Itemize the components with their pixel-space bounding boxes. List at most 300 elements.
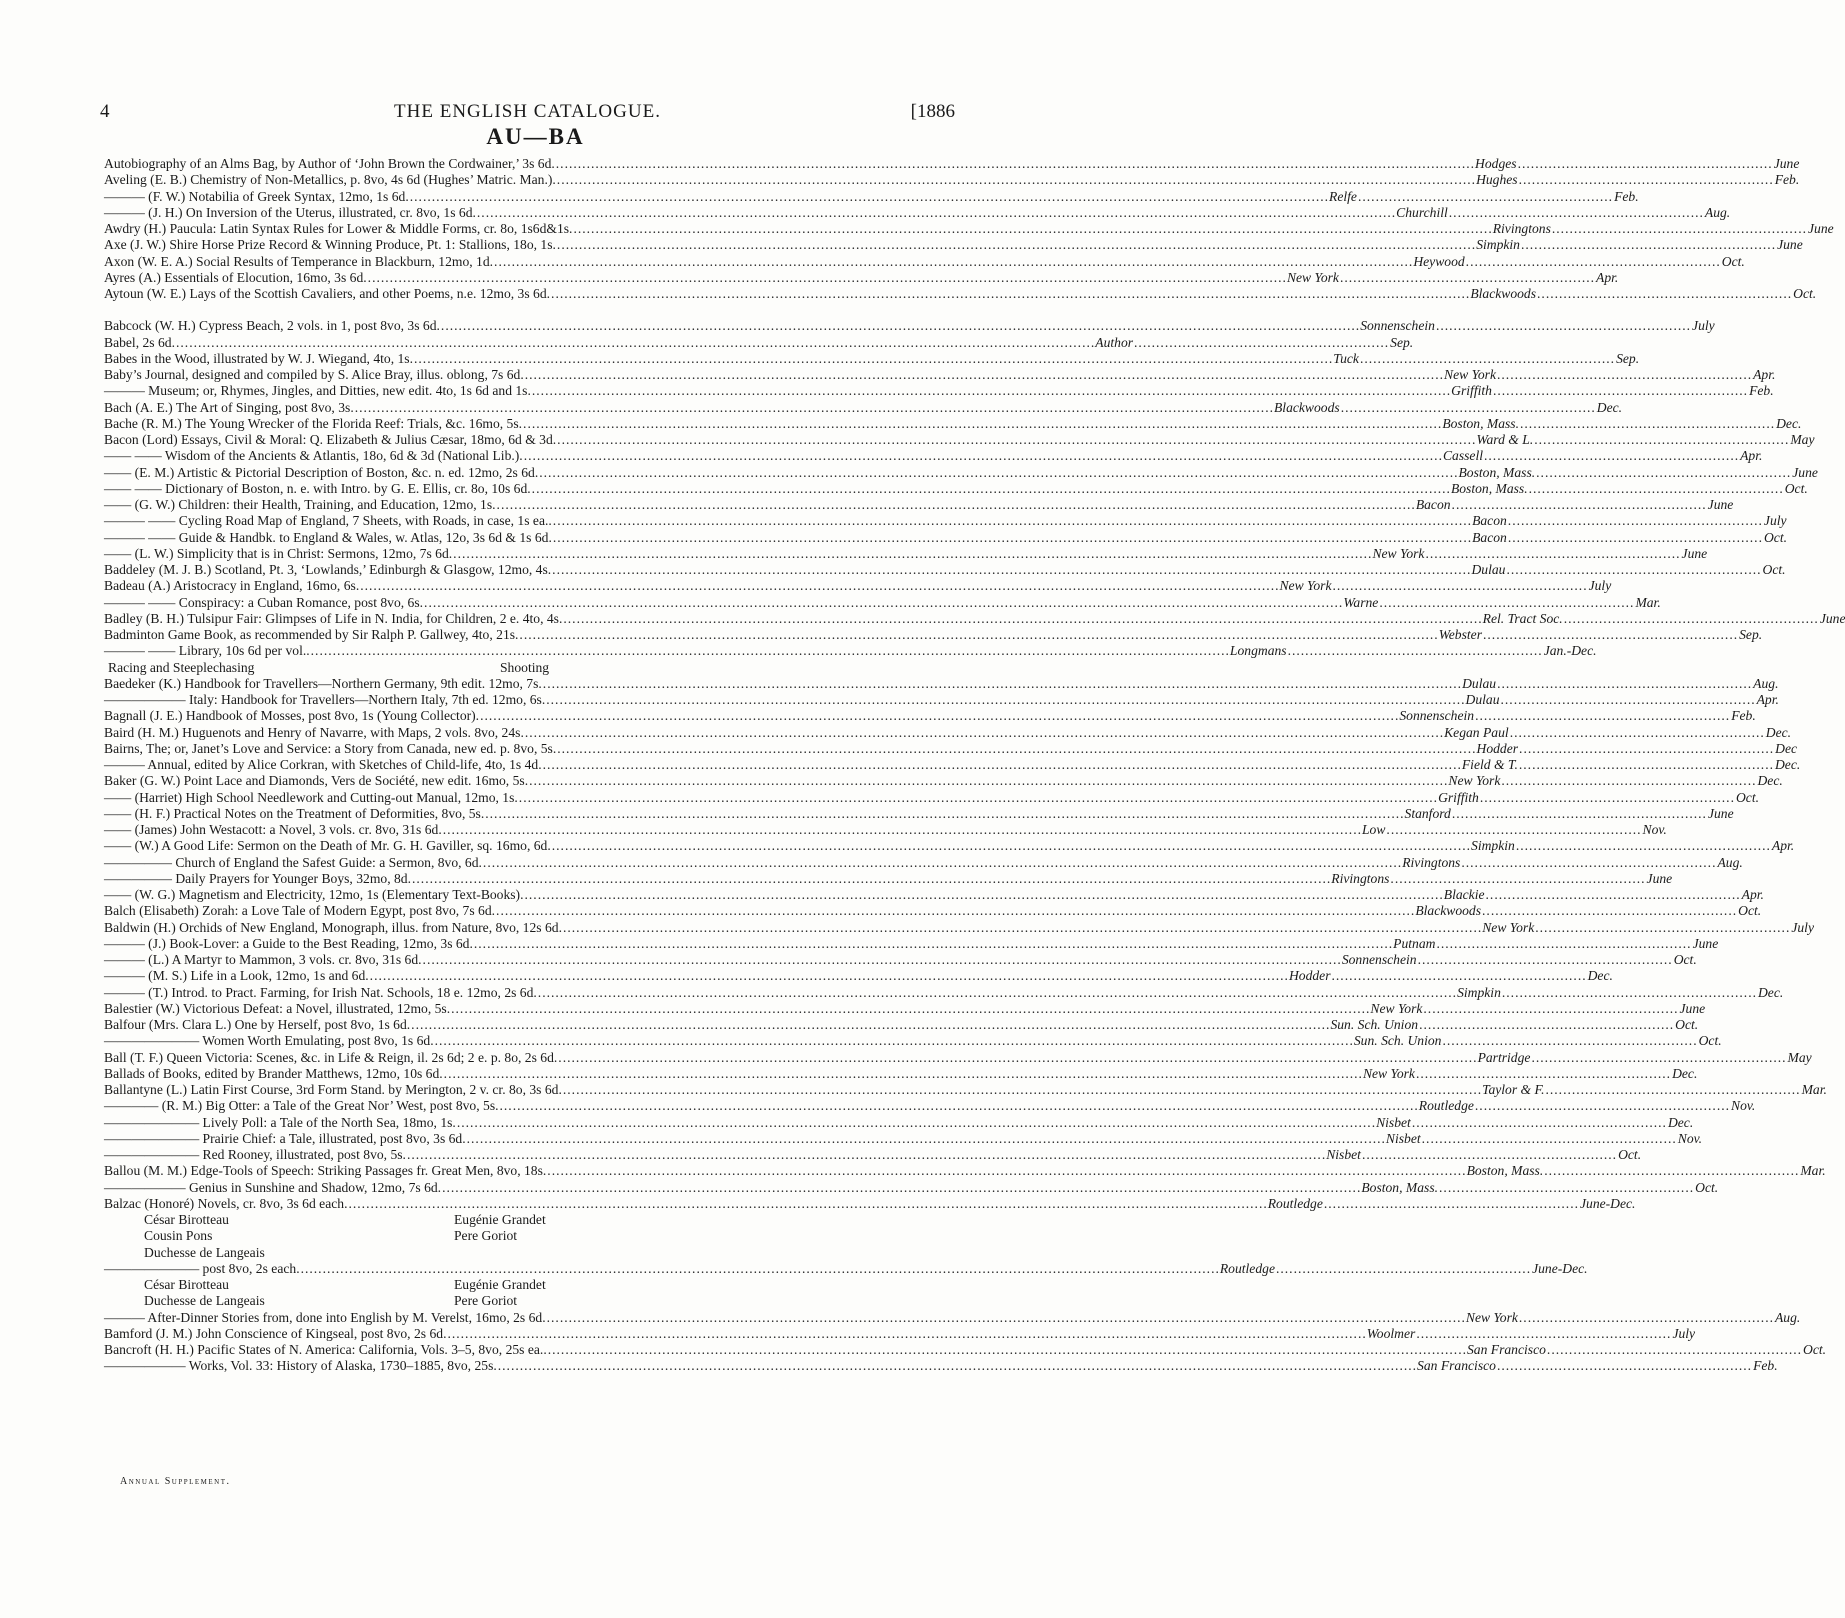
leader-dots bbox=[492, 903, 1416, 919]
entry-description: —— (James) John Westacott: a Novel, 3 vols. cr. 8vo, 31s 6d bbox=[104, 822, 439, 837]
publication-date: Nov. bbox=[1642, 822, 1667, 837]
publication-date: June bbox=[1773, 156, 1800, 171]
entry-publisher bbox=[1477, 1049, 1812, 1066]
entry-description: ——— (J. H.) On Inversion of the Uterus, illustrated, cr. 8vo, 1s 6d bbox=[104, 204, 473, 220]
catalogue-entry bbox=[104, 529, 1787, 546]
entry-description: —— (G. W.) Children: their Health, Training, and Education, 12mo, 1s bbox=[104, 497, 493, 512]
catalogue-entry bbox=[104, 1065, 1698, 1082]
leader-dots bbox=[559, 920, 1483, 936]
leader-dots bbox=[476, 708, 1400, 724]
entry-publisher bbox=[1330, 1017, 1699, 1033]
balzac-title-row bbox=[104, 1293, 954, 1309]
catalogue-entry bbox=[104, 578, 1612, 594]
leader-dots bbox=[420, 595, 1344, 611]
entry-description: ——— After-Dinner Stories from, done into English by M. Verelst, 16mo, 2s 6d bbox=[104, 1309, 543, 1325]
leader-dots bbox=[1536, 465, 1791, 481]
publisher-name: Sun. Sch. Union bbox=[1353, 1033, 1442, 1049]
leader-dots bbox=[1340, 270, 1595, 286]
catalogue-entry bbox=[104, 643, 1597, 659]
entry-description: Babes in the Wood, illustrated by W. J. Wiegand, 4to, 1s bbox=[104, 350, 410, 366]
catalogue-entry bbox=[104, 480, 1808, 497]
entry-publisher bbox=[1417, 1358, 1778, 1374]
catalogue-entry bbox=[104, 562, 1786, 578]
publisher-name: Boston, Mass. bbox=[1458, 464, 1536, 480]
leader-dots bbox=[1545, 1082, 1800, 1098]
catalogue-entry bbox=[104, 984, 1784, 1001]
entry-description: —— (H. F.) Practical Notes on the Treatment of Deformities, 8vo, 5s bbox=[104, 805, 481, 821]
balzac-title-row bbox=[104, 1277, 954, 1293]
publication-date: Nov. bbox=[1677, 1130, 1703, 1146]
leader-dots bbox=[551, 156, 1475, 172]
entry-publisher bbox=[1331, 870, 1673, 887]
publication-date: Oct. bbox=[1675, 1017, 1699, 1032]
leader-dots bbox=[1449, 205, 1704, 221]
leader-dots bbox=[538, 676, 1462, 692]
entry-publisher bbox=[1286, 269, 1619, 286]
publication-date: Jan.-Dec. bbox=[1543, 643, 1597, 659]
publisher-name: Field & T. bbox=[1461, 757, 1518, 772]
leader-dots bbox=[542, 692, 1466, 708]
leader-dots bbox=[519, 416, 1443, 432]
entry-description: Awdry (H.) Paucula: Latin Syntax Rules for Lower & Middle Forms, cr. 8o, 1s6d&1s bbox=[104, 221, 570, 236]
catalogue-entry bbox=[104, 1179, 1719, 1196]
entry-description: Bamford (J. M.) John Conscience of Kingseal, post 8vo, 2s 6d bbox=[104, 1325, 444, 1341]
publication-date: June bbox=[1777, 237, 1803, 253]
leader-dots bbox=[1475, 708, 1730, 724]
entry-publisher bbox=[1444, 367, 1776, 383]
entry-publisher bbox=[1448, 773, 1783, 789]
catalogue-entry bbox=[104, 724, 1792, 741]
leader-dots bbox=[1502, 985, 1757, 1001]
year-label: [1886 bbox=[910, 101, 955, 122]
leader-dots bbox=[554, 1050, 1478, 1066]
catalogue-entry bbox=[104, 838, 1795, 854]
entry-description: Aytoun (W. E.) Lays of the Scottish Cavaliers, and other Poems, n.e. 12mo, 3s 6d bbox=[104, 286, 547, 301]
entry-description: Ballantyne (L.) Latin First Course, 3rd Form Stand. by Merington, 2 v. cr. 8o, 3s 6d bbox=[104, 1082, 559, 1097]
publication-date: Oct. bbox=[1793, 286, 1817, 301]
entry-description: ——————— Women Worth Emulating, post 8vo, 1s 6d bbox=[104, 1033, 431, 1049]
entry-publisher bbox=[1385, 1130, 1703, 1147]
catalogue-entry bbox=[104, 1358, 1778, 1374]
leader-dots bbox=[542, 1310, 1466, 1326]
catalogue-entry bbox=[104, 903, 1762, 919]
leader-dots bbox=[548, 513, 1472, 529]
entry-description: ——— —— Cycling Road Map of England, 7 Sheets, with Roads, in case, 1s ea. bbox=[104, 513, 549, 529]
catalogue-entry bbox=[104, 513, 1787, 529]
leader-dots bbox=[495, 1098, 1419, 1114]
entry-description: Baldwin (H.) Orchids of New England, Monograph, illus. from Nature, 8vo, 12s 6d bbox=[104, 919, 559, 935]
publication-date: Dec. bbox=[1774, 757, 1801, 772]
leader-dots bbox=[408, 871, 1332, 887]
catalogue-entry bbox=[104, 269, 1619, 286]
leader-dots bbox=[447, 1001, 1371, 1017]
publication-date: June bbox=[1681, 545, 1708, 561]
entry-publisher bbox=[1362, 1065, 1698, 1082]
title-right: Eugénie Grandet bbox=[454, 1277, 546, 1292]
entry-publisher bbox=[1476, 172, 1800, 188]
entry-description: Bancroft (H. H.) Pacific States of N. America: California, Vols. 3–5, 8vo, 25s ea. bbox=[104, 1342, 544, 1357]
entry-publisher bbox=[1361, 1179, 1719, 1196]
publisher-name: New York bbox=[1482, 919, 1535, 935]
balzac-title-row bbox=[104, 1245, 954, 1261]
catalogue-entry bbox=[104, 1049, 1812, 1066]
leader-dots bbox=[520, 887, 1444, 903]
entry-description: Axon (W. E. A.) Social Results of Temperance in Blackburn, 12mo, 1d bbox=[104, 253, 490, 269]
publisher-name: Sonnenschein bbox=[1341, 952, 1417, 967]
entry-publisher bbox=[1095, 334, 1414, 351]
catalogue-entry bbox=[104, 627, 1763, 643]
entry-publisher bbox=[1438, 789, 1759, 806]
catalogue-entry bbox=[104, 675, 1779, 692]
publication-date: Feb. bbox=[1731, 708, 1756, 724]
publication-date: Feb. bbox=[1753, 1358, 1778, 1374]
publication-date: Dec. bbox=[1667, 1114, 1694, 1130]
publisher-name: Taylor & F. bbox=[1482, 1082, 1545, 1097]
catalogue-entry bbox=[104, 757, 1801, 773]
leader-dots bbox=[527, 383, 1451, 399]
publication-date: Aug. bbox=[1717, 854, 1743, 870]
publisher-name: Sun. Sch. Union bbox=[1330, 1017, 1419, 1032]
leader-dots bbox=[515, 627, 1439, 643]
title-left: Duchesse de Langeais bbox=[144, 1244, 265, 1260]
publication-date: July bbox=[1692, 318, 1715, 334]
publication-date: Oct. bbox=[1698, 1033, 1722, 1049]
leader-dots bbox=[525, 773, 1449, 789]
entry-publisher bbox=[1376, 1114, 1694, 1131]
leader-dots bbox=[1390, 871, 1645, 887]
publisher-name: Warne bbox=[1343, 594, 1379, 610]
catalogue-entry bbox=[104, 822, 1667, 838]
publication-date: Dec. bbox=[1587, 968, 1613, 984]
entry-publisher bbox=[1471, 838, 1795, 854]
entry-description: —— (W. G.) Magnetism and Electricity, 12mo, 1s (Elementary Text-Books) bbox=[104, 887, 521, 902]
publisher-name: Nisbet bbox=[1326, 1147, 1361, 1162]
entry-description: ——— (L.) A Martyr to Mammon, 3 vols. cr. 8vo, 31s 6d bbox=[104, 952, 419, 967]
publication-date: Oct. bbox=[1721, 253, 1745, 269]
entry-publisher bbox=[1466, 1163, 1826, 1179]
entry-publisher bbox=[1450, 480, 1808, 497]
leader-dots bbox=[1416, 1066, 1671, 1082]
publisher-name: Low bbox=[1361, 822, 1386, 837]
leader-dots bbox=[490, 254, 1414, 270]
publication-date: July bbox=[1588, 578, 1612, 594]
entry-publisher bbox=[1279, 578, 1612, 594]
publisher-name: Boston, Mass. bbox=[1466, 1163, 1544, 1179]
entry-publisher bbox=[1370, 1000, 1706, 1017]
catalogue-entry bbox=[104, 350, 1640, 367]
publication-date: June bbox=[1807, 221, 1834, 236]
leader-dots bbox=[1452, 806, 1707, 822]
entry-description: Balfour (Mrs. Clara L.) One by Herself, post 8vo, 1s 6d bbox=[104, 1017, 407, 1032]
leader-dots bbox=[439, 1066, 1363, 1082]
publisher-name: Routledge bbox=[1418, 1098, 1474, 1114]
publication-date: June bbox=[1692, 935, 1719, 951]
entry-publisher bbox=[1399, 708, 1756, 724]
publication-date: Feb. bbox=[1774, 172, 1800, 188]
leader-dots bbox=[559, 611, 1483, 627]
publication-date: May bbox=[1790, 432, 1815, 447]
leader-dots bbox=[1508, 530, 1763, 546]
leader-dots bbox=[1520, 416, 1775, 432]
catalogue-entry bbox=[104, 610, 1845, 627]
entry-publisher bbox=[1451, 383, 1774, 399]
catalogue-entry bbox=[104, 1342, 1827, 1358]
leader-dots bbox=[1483, 627, 1738, 643]
entry-description: ——— —— Guide & Handbk. to England & Wales, w. Atlas, 12o, 3s 6d & 1s 6d bbox=[104, 529, 549, 545]
subtitle-right: Shooting bbox=[500, 659, 550, 675]
entry-publisher bbox=[1360, 318, 1715, 334]
leader-dots bbox=[449, 546, 1373, 562]
publication-date: Apr. bbox=[1596, 269, 1619, 285]
leader-dots bbox=[1452, 497, 1707, 513]
publisher-name: Webster bbox=[1438, 627, 1482, 642]
title-right: Eugénie Grandet bbox=[454, 1212, 546, 1227]
publication-date: Mar. bbox=[1635, 594, 1661, 610]
entry-description: Ayres (A.) Essentials of Elocution, 16mo, 3s 6d bbox=[104, 269, 364, 285]
entry-description: ——— (F. W.) Notabilia of Greek Syntax, 12mo, 1s 6d bbox=[104, 188, 406, 204]
leader-dots bbox=[1529, 481, 1784, 497]
publisher-name: New York bbox=[1370, 1000, 1423, 1016]
leader-dots bbox=[1535, 920, 1790, 936]
publication-date: June bbox=[1819, 610, 1845, 626]
entry-publisher bbox=[1482, 919, 1814, 936]
entry-description: Bairns, The; or, Janet’s Love and Service: a Story from Canada, new ed. p. 8vo, 5s bbox=[104, 740, 553, 756]
catalogue-entry bbox=[104, 1260, 1588, 1277]
entry-description: ————— Church of England the Safest Guide: a Sermon, 8vo, 6d bbox=[104, 854, 479, 870]
leader-dots bbox=[473, 205, 1397, 221]
balzac-title-row bbox=[104, 1212, 954, 1228]
leader-dots bbox=[552, 172, 1476, 188]
publication-date: June bbox=[1646, 870, 1673, 886]
title-left: César Birotteau bbox=[144, 1277, 229, 1292]
entry-description: Ballou (M. M.) Edge-Tools of Speech: Striking Passages fr. Great Men, 8vo, 18s bbox=[104, 1163, 543, 1179]
leader-dots bbox=[1552, 221, 1807, 237]
catalogue-entry bbox=[104, 383, 1774, 399]
leader-dots bbox=[1425, 546, 1680, 562]
publisher-name: San Francisco bbox=[1417, 1358, 1496, 1374]
catalogue-entry bbox=[104, 1098, 1756, 1114]
leader-dots bbox=[1497, 676, 1752, 692]
catalogue-entries bbox=[104, 156, 1845, 1375]
leader-dots bbox=[1497, 367, 1752, 383]
leader-dots bbox=[553, 237, 1477, 253]
leader-dots bbox=[344, 1196, 1268, 1212]
publication-date: June-Dec. bbox=[1579, 1195, 1636, 1211]
entry-description: Bagnall (J. E.) Handbook of Mosses, post 8vo, 1s (Young Collector) bbox=[104, 708, 476, 724]
leader-dots bbox=[1436, 936, 1691, 952]
catalogue-entry bbox=[104, 1309, 1801, 1326]
leader-dots bbox=[407, 1017, 1331, 1033]
subtitle-left: Racing and Steeplechasing bbox=[108, 659, 255, 675]
leader-dots bbox=[1547, 1342, 1802, 1358]
catalogue-entry bbox=[104, 952, 1697, 968]
leader-dots bbox=[438, 1180, 1362, 1196]
entry-publisher bbox=[1372, 545, 1708, 562]
publication-date: Apr. bbox=[1741, 887, 1764, 902]
leader-dots bbox=[403, 1147, 1327, 1163]
catalogue-entry bbox=[104, 1195, 1636, 1212]
catalogue-entry bbox=[104, 919, 1814, 936]
publication-date: Oct. bbox=[1784, 480, 1808, 496]
publication-date: Aug. bbox=[1775, 1309, 1801, 1325]
title-left: Cousin Pons bbox=[144, 1228, 213, 1244]
entry-description: —— —— Wisdom of the Ancients & Atlantis, 18o, 6d & 3d (National Lib.) bbox=[104, 448, 520, 464]
entry-publisher bbox=[1476, 740, 1798, 757]
leader-dots bbox=[1379, 595, 1634, 611]
title-right: Pere Goriot bbox=[454, 1293, 518, 1309]
publisher-name: Sonnenschein bbox=[1360, 318, 1435, 334]
leader-dots bbox=[547, 838, 1471, 854]
leader-dots bbox=[410, 351, 1334, 367]
entry-publisher bbox=[1329, 188, 1639, 205]
leader-dots bbox=[418, 952, 1342, 968]
leader-dots bbox=[1332, 578, 1587, 594]
leader-dots bbox=[1386, 822, 1641, 838]
entry-publisher bbox=[1418, 1098, 1756, 1114]
leader-dots bbox=[1134, 335, 1389, 351]
entry-description: ——————— Red Rooney, illustrated, post 8vo, 5s bbox=[104, 1147, 403, 1162]
entry-description: ——— —— Conspiracy: a Cuban Romance, post 8vo, 6s bbox=[104, 594, 420, 610]
entry-description: Baker (G. W.) Point Lace and Diamonds, Vers de Société, new edit. 16mo, 5s bbox=[104, 773, 525, 789]
entry-publisher bbox=[1396, 204, 1731, 221]
leader-dots bbox=[543, 1163, 1467, 1179]
publication-date: Aug. bbox=[1704, 204, 1731, 220]
leader-dots bbox=[363, 270, 1287, 286]
entry-publisher bbox=[1472, 513, 1787, 529]
entry-publisher bbox=[1458, 464, 1818, 481]
publisher-name: Longmans bbox=[1229, 643, 1287, 659]
publisher-name: Stanford bbox=[1404, 805, 1451, 821]
publisher-name: Tuck bbox=[1333, 350, 1359, 366]
leader-dots bbox=[306, 643, 1230, 659]
catalogue-entry bbox=[104, 156, 1800, 172]
entry-publisher bbox=[1219, 1260, 1588, 1277]
entry-description: Badeau (A.) Aristocracy in England, 16mo, 6s bbox=[104, 578, 356, 594]
entry-publisher bbox=[1273, 399, 1623, 416]
publisher-name: Simpkin bbox=[1476, 237, 1520, 253]
leader-dots bbox=[1480, 790, 1735, 806]
entry-description: ————— Daily Prayers for Younger Boys, 32mo, 8d bbox=[104, 870, 408, 886]
library-subtitles bbox=[104, 660, 954, 676]
entry-description: Autobiography of an Alms Bag, by Author of ‘John Brown the Cordwainer,’ 3s 6d bbox=[104, 156, 552, 171]
entry-description: Bach (A. E.) The Art of Singing, post 8vo, 3s bbox=[104, 399, 351, 415]
leader-dots bbox=[1461, 855, 1716, 871]
entry-publisher bbox=[1465, 1309, 1801, 1326]
publication-date: Oct. bbox=[1735, 789, 1759, 805]
leader-dots bbox=[1531, 1050, 1786, 1066]
leader-dots bbox=[481, 806, 1405, 822]
leader-dots bbox=[520, 725, 1444, 741]
entry-publisher bbox=[1465, 692, 1779, 708]
leader-dots bbox=[365, 968, 1289, 984]
entry-publisher bbox=[1492, 221, 1834, 237]
leader-dots bbox=[1519, 1310, 1774, 1326]
entry-description: —— (W.) A Good Life: Sermon on the Death of Mr. G. H. Gaviller, sq. 16mo, 6d bbox=[104, 838, 548, 854]
publication-date: June bbox=[1679, 1000, 1706, 1016]
catalogue-entry bbox=[104, 708, 1756, 724]
leader-dots bbox=[1362, 1147, 1617, 1163]
entry-publisher bbox=[1267, 1195, 1636, 1212]
catalogue-entry bbox=[104, 448, 1763, 464]
entry-publisher bbox=[1326, 1147, 1642, 1163]
catalogue-entry bbox=[104, 237, 1803, 253]
publisher-name: Heywood bbox=[1413, 253, 1465, 269]
publisher-name: Griffith bbox=[1438, 789, 1479, 805]
page-number: 4 bbox=[100, 101, 110, 122]
leader-dots bbox=[1418, 952, 1673, 968]
leader-dots bbox=[1508, 513, 1763, 529]
entry-description: Bacon (Lord) Essays, Civil & Moral: Q. Elizabeth & Julius Cæsar, 18mo, 6d & 3d bbox=[104, 432, 553, 447]
leader-dots bbox=[1436, 318, 1691, 334]
entry-publisher bbox=[1393, 935, 1719, 952]
leader-dots bbox=[1276, 1261, 1531, 1277]
catalogue-entry bbox=[104, 497, 1734, 513]
publication-date: June bbox=[1792, 464, 1818, 480]
leader-dots bbox=[405, 189, 1329, 205]
catalogue-entry bbox=[104, 286, 1817, 302]
publication-date: Apr. bbox=[1756, 692, 1779, 707]
publication-date: Aug. bbox=[1753, 675, 1779, 691]
publisher-name: New York bbox=[1362, 1065, 1415, 1081]
entry-description: Babel, 2s 6d bbox=[104, 334, 172, 350]
leader-dots bbox=[1519, 741, 1774, 757]
leader-dots bbox=[1412, 1115, 1667, 1131]
publication-date: Dec. bbox=[1765, 724, 1792, 740]
leader-dots bbox=[1439, 1180, 1694, 1196]
leader-dots bbox=[1537, 286, 1792, 302]
entry-description: Baird (H. M.) Huguenots and Henry of Navarre, with Maps, 2 vols. 8vo, 24s bbox=[104, 724, 521, 740]
catalogue-entry bbox=[104, 253, 1745, 270]
publication-date: Dec bbox=[1775, 740, 1798, 756]
leader-dots bbox=[1534, 432, 1789, 448]
leader-dots bbox=[479, 855, 1403, 871]
publisher-name: Nisbet bbox=[1376, 1114, 1411, 1130]
entry-description: ——————— Prairie Chief: a Tale, illustrated, post 8vo, 3s 6d bbox=[104, 1130, 463, 1146]
catalogue-entry bbox=[104, 773, 1783, 789]
catalogue-entry bbox=[104, 594, 1661, 611]
entry-description: ——— Museum; or, Rhymes, Jingles, and Ditties, new edit. 4to, 1s 6d and 1s bbox=[104, 383, 528, 399]
publication-date: Oct. bbox=[1763, 529, 1787, 545]
entry-publisher bbox=[1413, 253, 1745, 270]
entry-description: Axe (J. W.) Shire Horse Prize Record & Winning Produce, Pt. 1: Stallions, 18o, 1s bbox=[104, 237, 553, 253]
entry-description: ——————— Lively Poll: a Tale of the North Sea, 18mo, 1s bbox=[104, 1114, 453, 1130]
entry-description: ——— (T.) Introd. to Pract. Farming, for Irish Nat. Schools, 18 e. 12mo, 2s 6d bbox=[104, 984, 534, 1000]
entry-publisher bbox=[1444, 724, 1792, 741]
entry-description: Bache (R. M.) The Young Wrecker of the Florida Reef: Trials, &c. 16mo, 5s bbox=[104, 415, 519, 431]
catalogue-entry bbox=[104, 188, 1639, 205]
leader-dots bbox=[443, 1326, 1367, 1342]
leader-dots bbox=[553, 432, 1477, 448]
publication-date: July bbox=[1763, 513, 1787, 529]
entry-description: Ballads of Books, edited by Brander Matthews, 12mo, 10s 6d bbox=[104, 1065, 440, 1081]
entry-publisher bbox=[1442, 415, 1802, 432]
leader-dots bbox=[1360, 351, 1615, 367]
leader-dots bbox=[1518, 156, 1773, 172]
publisher-name: Ward & L. bbox=[1476, 432, 1534, 447]
publisher-name: Routledge bbox=[1267, 1195, 1323, 1211]
publication-date: July bbox=[1672, 1325, 1696, 1341]
entry-publisher bbox=[1415, 903, 1762, 919]
entry-description: Badley (B. H.) Tulsipur Fair: Glimpses of Life in N. India, for Children, 2 e. 4to, 4s bbox=[104, 610, 559, 626]
leader-dots bbox=[514, 790, 1438, 806]
entry-description: —— (E. M.) Artistic & Pictorial Description of Boston, &c. n. ed. 12mo, 2s 6d bbox=[104, 464, 535, 480]
entry-publisher bbox=[1471, 562, 1786, 578]
leader-dots bbox=[430, 1033, 1354, 1049]
leader-dots bbox=[548, 562, 1472, 578]
publisher-name: Griffith bbox=[1451, 383, 1492, 399]
catalogue-entry bbox=[104, 221, 1834, 237]
publication-date: Mar. bbox=[1800, 1163, 1826, 1179]
